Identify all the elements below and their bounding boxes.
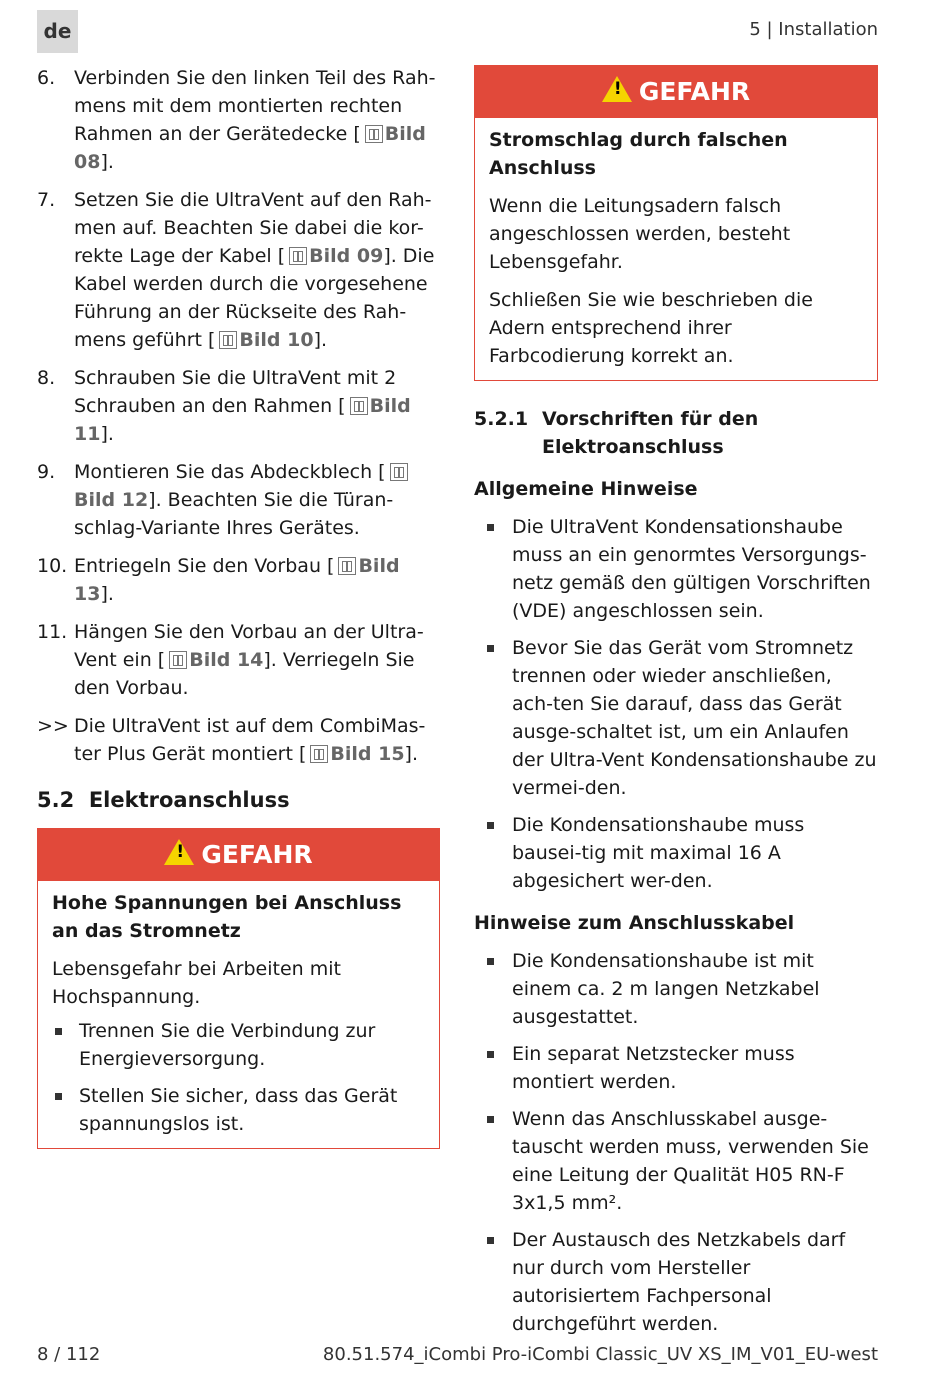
- right-column: [474, 65, 878, 1347]
- bullet-icon: [474, 811, 512, 895]
- danger-header: ! GEFAHR: [38, 829, 439, 881]
- list-item: Wenn das Anschlusskabel ausge-tauscht werden muss, verwenden Sie eine Leitung der Qualität H05 RN-F 3x1,5 mm².: [474, 1105, 878, 1217]
- section-heading: 5.2 Elektroanschluss: [37, 788, 290, 812]
- figure-ref-icon: [169, 651, 187, 669]
- bullet-icon: [52, 1082, 79, 1138]
- figure-ref[interactable]: Bild 11: [74, 395, 411, 445]
- step-text: Schrauben Sie die UltraVent mit 2 Schrauben an den Rahmen [ Bild 11].: [74, 367, 411, 445]
- step-number: 11.: [37, 621, 68, 643]
- figure-ref-icon: [289, 247, 307, 265]
- list-item: Trennen Sie die Verbindung zur Energieversorgung.: [52, 1017, 425, 1073]
- figure-ref[interactable]: Bild 13: [74, 555, 400, 605]
- figure-ref-icon: [310, 745, 328, 763]
- bullet-icon: [52, 1017, 79, 1073]
- danger-title: Stromschlag durch falschen Anschluss: [489, 129, 788, 179]
- step-number: 6.: [37, 67, 56, 89]
- list-item: Die Kondensationshaube ist mit einem ca. 2 m langen Netzkabel ausgestattet.: [474, 947, 878, 1031]
- figure-ref[interactable]: Bild 08: [74, 123, 426, 173]
- cable-notes-heading: Hinweise zum Anschlusskabel: [474, 912, 795, 934]
- figure-ref-icon: [338, 557, 356, 575]
- bullet-icon: [474, 1040, 512, 1096]
- step-text: Verbinden Sie den linken Teil des Rah-mens mit dem montierten rechten Rahmen an der Gerätedecke [ Bild 08].: [74, 67, 436, 173]
- figure-ref-icon: [365, 125, 383, 143]
- figure-ref[interactable]: Bild 14: [189, 649, 264, 671]
- figure-ref-icon: [390, 463, 408, 481]
- step-number: 8.: [37, 367, 56, 389]
- bullet-icon: [474, 513, 512, 625]
- danger-text: Wenn die Leitungsadern falsch angeschlossen werden, besteht Lebensgefahr.: [489, 195, 791, 273]
- step-number: 7.: [37, 189, 56, 211]
- page-number: 8 / 112: [37, 1344, 101, 1365]
- danger-title: Hohe Spannungen bei Anschluss an das Stromnetz: [52, 892, 402, 942]
- general-notes-heading: Allgemeine Hinweise: [474, 478, 698, 500]
- figure-ref-icon: [219, 331, 237, 349]
- figure-ref[interactable]: Bild 15: [330, 743, 405, 765]
- danger-instruction: Schließen Sie wie beschrieben die Adern entsprechend ihrer Farbcodierung korrekt an.: [489, 289, 813, 367]
- step-11: [37, 618, 440, 702]
- bullet-icon: [474, 634, 512, 802]
- step-text: Hängen Sie den Vorbau an der Ultra-Vent ein [ Bild 14]. Verriegeln Sie den Vorbau.: [74, 621, 424, 699]
- figure-ref-icon: [350, 397, 368, 415]
- step-8: [37, 364, 440, 448]
- danger-body: [38, 881, 439, 1148]
- danger-box: [474, 65, 878, 381]
- step-text: Setzen Sie die UltraVent auf den Rah-men auf. Beachten Sie dabei die kor-rekte Lage der Kabel [ Bild 09]. Die Kabel werden durch die vorgesehene Führung an der Rückseite des Rah-mens geführt [ Bild 10].: [74, 189, 435, 351]
- step-text: Montieren Sie das Abdeckblech [Bild 12]. Beachten Sie die Türan-schlag-Variante Ihres Gerätes.: [74, 458, 440, 542]
- chapter-header: 5 | Installation: [749, 19, 878, 40]
- step-number: 10.: [37, 555, 68, 577]
- list-item: Ein separat Netzstecker muss montiert werden.: [474, 1040, 878, 1096]
- danger-text: Lebensgefahr bei Arbeiten mit Hochspannung.: [52, 958, 341, 1008]
- danger-box: [37, 828, 440, 1149]
- list-item: Bevor Sie das Gerät vom Stromnetz trennen oder wieder anschließen, ach-ten Sie darauf, dass das Gerät ausge-schaltet ist, um ein Anlaufen der Ultra-Vent Kondensationshaube zu vermei-den.: [474, 634, 878, 802]
- language-tag: de: [37, 10, 78, 53]
- figure-ref[interactable]: Bild 09: [309, 245, 384, 267]
- bullet-icon: [474, 947, 512, 1031]
- step-number: 9.: [37, 461, 56, 483]
- danger-body: [475, 118, 877, 380]
- warning-triangle-icon: !: [602, 76, 632, 102]
- warning-triangle-icon: !: [164, 839, 194, 865]
- bullet-icon: [474, 1226, 512, 1338]
- step-10: [37, 552, 440, 608]
- step-text: Entriegeln Sie den Vorbau [ Bild 13].: [74, 555, 400, 605]
- document-id: 80.51.574_iCombi Pro-iCombi Classic_UV XS_IM_V01_EU-west: [322, 1344, 878, 1365]
- figure-ref[interactable]: Bild 10: [239, 329, 314, 351]
- step-7: [37, 186, 440, 354]
- subsection-heading: 5.2.1 Vorschriften für den Elektroanschluss: [474, 408, 759, 458]
- result-marker: >>: [37, 715, 69, 737]
- step-list: [37, 64, 440, 768]
- danger-header: ! GEFAHR: [475, 66, 877, 118]
- step-text: Die UltraVent ist auf dem CombiMas-ter Plus Gerät montiert [ Bild 15].: [74, 715, 426, 765]
- left-column: [37, 64, 440, 1163]
- step-result: [37, 712, 440, 768]
- step-9: [37, 458, 440, 542]
- list-item: Stellen Sie sicher, dass das Gerät spannungslos ist.: [52, 1082, 425, 1138]
- list-item: Die UltraVent Kondensationshaube muss an ein genormtes Versorgungs-netz gemäß den gültigen Vorschriften (VDE) angeschlossen sein.: [474, 513, 878, 625]
- step-6: [37, 64, 440, 176]
- list-item: Der Austausch des Netzkabels darf nur durch vom Hersteller autorisiertem Fachpersonal durchgeführt werden.: [474, 1226, 878, 1338]
- list-item: Die Kondensationshaube muss bausei-tig mit maximal 16 A abgesichert wer-den.: [474, 811, 878, 895]
- bullet-icon: [474, 1105, 512, 1217]
- figure-ref[interactable]: Bild 12: [74, 489, 149, 511]
